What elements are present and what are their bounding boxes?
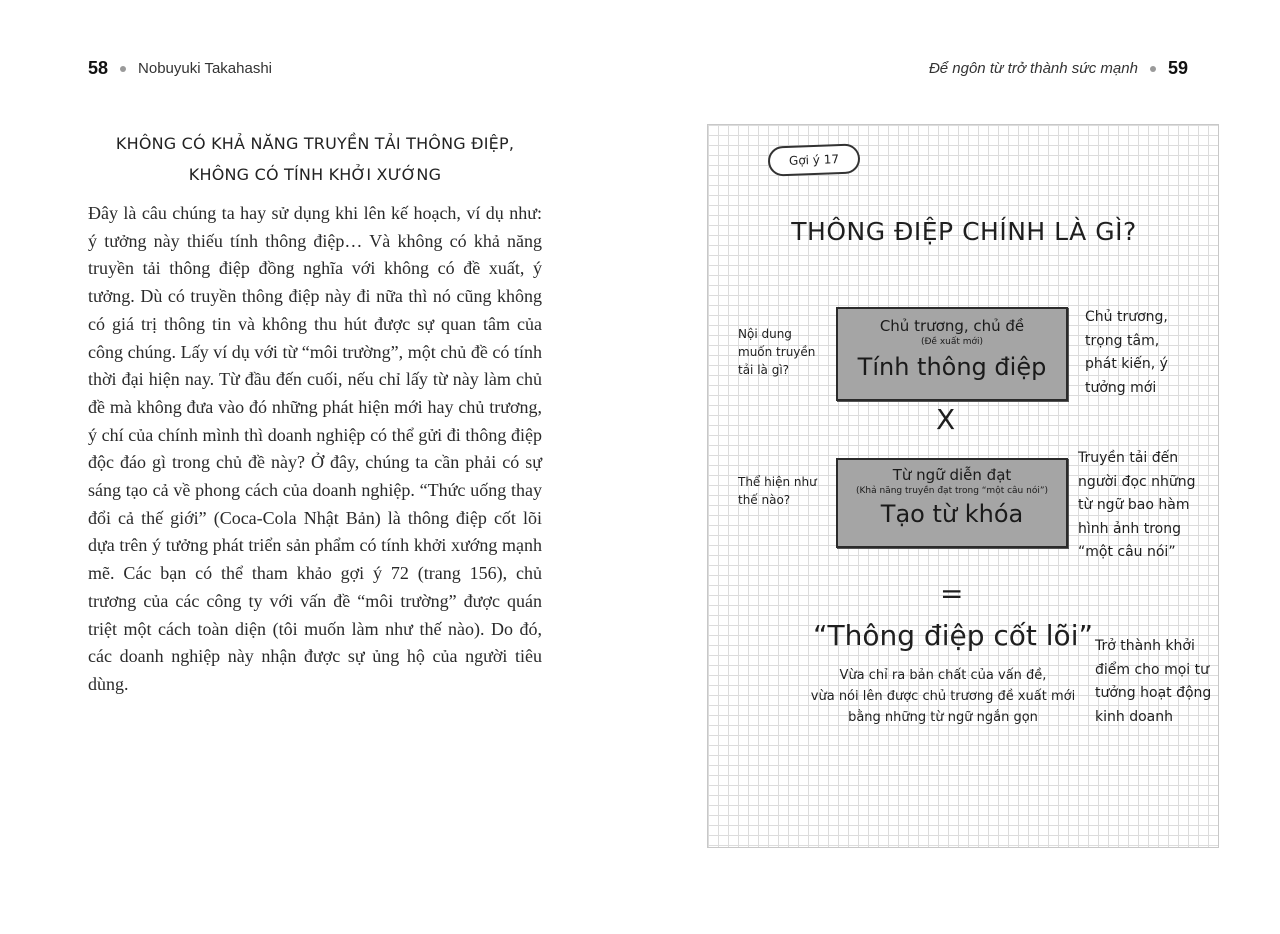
box1-note xyxy=(1085,306,1195,400)
core-message-result: “Thông điệp cốt lõi” xyxy=(813,619,1093,652)
box1-question xyxy=(738,325,818,379)
left-page-number: 58 xyxy=(88,58,109,78)
box1-question-line: muốn truyền xyxy=(738,345,816,359)
result-note-line: tưởng hoạt động xyxy=(1095,685,1212,701)
separator-dot-icon xyxy=(120,66,126,72)
times-operator: X xyxy=(936,403,956,436)
separator-dot-icon xyxy=(1150,66,1156,72)
box1-question-line: Nội dung xyxy=(738,327,792,341)
book-title: Để ngôn từ trở thành sức mạnh xyxy=(928,60,1138,77)
result-note xyxy=(1095,635,1217,729)
tip-label: Gợi ý 17 xyxy=(768,143,861,176)
core-desc-line: Vừa chỉ ra bản chất của vấn đề, xyxy=(839,668,1047,683)
core-desc-line: vừa nói lên được chủ trương đề xuất mới xyxy=(810,689,1076,704)
box2-note-line: Truyền tải đến xyxy=(1078,450,1179,466)
box1-note-line: phát kiến, ý xyxy=(1085,356,1168,372)
section-heading-line-2: KHÔNG CÓ TÍNH KHỞI XƯỚNG xyxy=(188,165,442,184)
box2-note-line: “một câu nói” xyxy=(1078,544,1176,560)
box1-note-line: tưởng mới xyxy=(1085,379,1157,396)
box1-line1: Chủ trương, chủ đề xyxy=(879,317,1025,335)
result-note-line: Trở thành khởi xyxy=(1095,638,1195,654)
box1-question-line: tải là gì? xyxy=(738,363,790,377)
result-note-line: kinh doanh xyxy=(1095,708,1173,725)
box2-question-line: thế nào? xyxy=(738,493,791,507)
left-running-header xyxy=(88,58,272,79)
section-heading xyxy=(88,128,542,190)
equals-operator: = xyxy=(940,577,964,610)
core-message-description xyxy=(798,665,1088,728)
diagram-title: THÔNG ĐIỆP CHÍNH LÀ GÌ? xyxy=(791,217,1137,246)
box1-line3: Tính thông điệp xyxy=(857,353,1047,381)
box1-line2: (Đề xuất mới) xyxy=(920,337,984,347)
box2-note-line: người đọc những xyxy=(1078,473,1196,490)
body-paragraph: Đây là câu chúng ta hay sử dụng khi lên kế hoạch, ví dụ như: ý tưởng này thiếu tính thông điệp… Và không có khả năng truyền tải thông điệp đồng nghĩa với không có đề xuất, ý tưởng. Dù có truyền thông điệp này đi nữa thì nó cũng không có giá trị thông tin và không thu hút được sự quan tâm của công chúng. Lấy ví dụ với từ “môi trường”, một chủ đề có tính thời đại hiện nay. Từ đầu đến cuối, nếu chỉ lấy từ này làm chủ đề mà không đưa vào đó những phát hiện mới hay chủ trương, ý chí của chính mình thì doanh nghiệp có thể gửi đi thông điệp độc đáo gì trong chủ đề này? Ở đây, chúng ta cần phải có sự sáng tạo cả về phong cách của doanh nghiệp. “Thức uống thay đổi cả thế giới” (Coca-Cola Nhật Bản) là thông điệp cốt lõi dựa trên ý tưởng phát triển sản phẩm có tính khởi xướng mạnh mẽ. Các bạn có thể tham khảo gợi ý 72 (trang 156), chủ trương của các công ty với vấn đề “môi trường” được quán triệt một cách toàn diện (tôi muốn làm như thế nào). Do đó, các doanh nghiệp này nhận được sự ủng hộ của người tiêu dùng. xyxy=(88,203,542,694)
right-page-number: 59 xyxy=(1167,58,1188,78)
expression-box xyxy=(836,458,1068,548)
core-desc-line: bằng những từ ngữ ngắn gọn xyxy=(848,710,1038,725)
box2-line3: Tạo từ khóa xyxy=(880,500,1024,528)
box2-question-line: Thể hiện như xyxy=(738,475,817,489)
box2-line2: (Khả năng truyền đạt trong “một câu nói”) xyxy=(855,486,1049,496)
box2-note-line: hình ảnh trong xyxy=(1078,520,1181,537)
box1-note-line: trọng tâm, xyxy=(1085,332,1160,349)
message-box xyxy=(836,307,1068,401)
diagram-panel xyxy=(707,124,1219,848)
box1-note-line: Chủ trương, xyxy=(1085,309,1168,325)
box2-note xyxy=(1078,447,1208,565)
author-name: Nobuyuki Takahashi xyxy=(138,60,273,77)
right-running-header xyxy=(929,58,1188,79)
box2-question xyxy=(738,473,822,509)
result-note-line: điểm cho mọi tư xyxy=(1095,661,1209,678)
box2-line1: Từ ngữ diễn đạt xyxy=(892,466,1012,484)
section-heading-line-1: KHÔNG CÓ KHẢ NĂNG TRUYỀN TẢI THÔNG ĐIỆP, xyxy=(115,134,515,153)
box2-note-line: từ ngữ bao hàm xyxy=(1078,497,1190,513)
